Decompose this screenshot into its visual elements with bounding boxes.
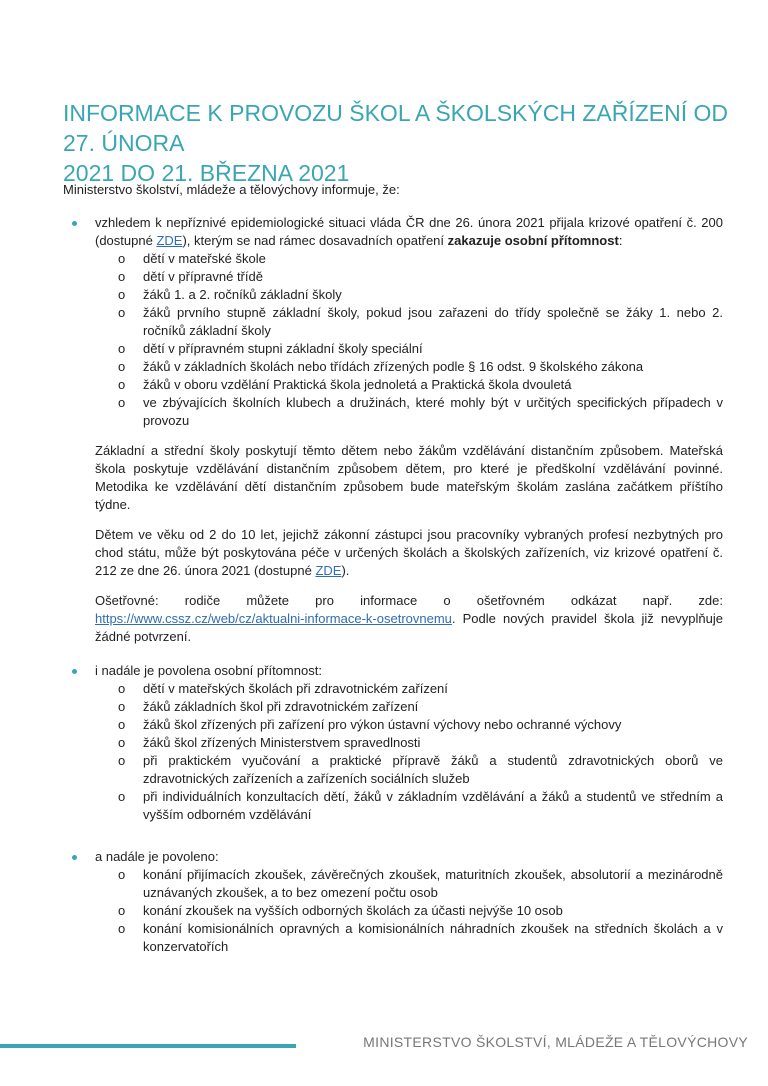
list-item xyxy=(95,340,723,358)
list-item xyxy=(95,358,723,376)
section-1-list xyxy=(95,250,723,430)
circle-bullet-icon: o xyxy=(118,395,126,410)
list-item-text: žáků prvního stupně základní školy, pokud jsou zařazeni do třídy společně se žáky 1. nebo 2. ročníků základní školy xyxy=(143,305,723,338)
list-item-text: dětí v přípravné třídě xyxy=(143,269,263,284)
list-item xyxy=(95,752,723,788)
page-title xyxy=(63,98,743,188)
bullet-dot xyxy=(72,855,77,860)
section-3-lead: a nadále je povoleno: xyxy=(95,849,219,864)
list-item xyxy=(95,788,723,824)
list-item xyxy=(95,902,723,920)
circle-bullet-icon: o xyxy=(118,359,126,374)
link-zde-2[interactable]: ZDE xyxy=(315,563,342,578)
list-item-text: ve zbývajících školních klubech a družinách, které mohly být v určitých specifických případech v provozu xyxy=(143,395,723,428)
circle-bullet-icon: o xyxy=(118,681,126,696)
paragraph-osetrovne xyxy=(63,592,723,646)
circle-bullet-icon: o xyxy=(118,341,126,356)
list-item xyxy=(95,376,723,394)
circle-bullet-icon: o xyxy=(118,287,126,302)
list-item-text: dětí v mateřské škole xyxy=(143,251,266,266)
circle-bullet-icon: o xyxy=(118,789,126,804)
circle-bullet-icon: o xyxy=(118,903,126,918)
list-item-text: žáků základních škol při zdravotnickém zařízení xyxy=(143,699,419,714)
list-item xyxy=(95,304,723,340)
bullet-dot xyxy=(72,221,77,226)
childcare-text-b: ). xyxy=(341,563,350,578)
bullet-section-3 xyxy=(63,848,723,956)
list-item-text: žáků v oboru vzdělání Praktická škola jednoletá a Praktická škola dvouletá xyxy=(143,377,572,392)
list-item-text: dětí v mateřských školách při zdravotnickém zařízení xyxy=(143,681,448,696)
list-item-text: při praktickém vyučování a praktické přípravě žáků a studentů zdravotnických oborů ve zdravotnických zařízeních a zařízeních sociálních služeb xyxy=(143,753,723,786)
list-item xyxy=(95,866,723,902)
osetrovne-text-a: Ošetřovné: rodiče můžete pro informace o ošetřovném odkázat např. zde: xyxy=(95,593,723,608)
section-3-list xyxy=(95,866,723,956)
list-item-text: konání zkoušek na vyšších odborných školách za účasti nejvýše 10 osob xyxy=(143,903,563,918)
section-2-lead: i nadále je povolena osobní přítomnost: xyxy=(95,663,322,678)
list-item-text: žáků 1. a 2. ročníků základní školy xyxy=(143,287,342,302)
circle-bullet-icon: o xyxy=(118,699,126,714)
circle-bullet-icon: o xyxy=(118,269,126,284)
list-item-text: dětí v přípravném stupni základní školy speciální xyxy=(143,341,423,356)
list-item-text: konání přijímacích zkoušek, závěrečných zkoušek, maturitních zkoušek, absolutorií a mezinárodně uznávaných zkoušek, a to bez omezení počtu osob xyxy=(143,867,723,900)
section-1-text-b: ), kterým se nad rámec dosavadních opatření xyxy=(182,233,448,248)
list-item-text: konání komisionálních opravných a komisionálních náhradních zkoušek na středních školách a v konzervatořích xyxy=(143,921,723,954)
circle-bullet-icon: o xyxy=(118,251,126,266)
circle-bullet-icon: o xyxy=(118,753,126,768)
list-item-text: žáků škol zřízených při zařízení pro výkon ústavní výchovy nebo ochranné výchovy xyxy=(143,717,622,732)
section-1-bold: zakazuje osobní přítomnost xyxy=(447,233,619,248)
bullet-dot xyxy=(72,669,77,674)
list-item-text: při individuálních konzultacích dětí, žáků v základním vzdělávání a žáků a studentů ve středním a vyšším odborném vzdělávání xyxy=(143,789,723,822)
title-line-2: 2021 DO 21. BŘEZNA 2021 xyxy=(63,160,350,186)
list-item xyxy=(95,716,723,734)
bullet-section-2 xyxy=(63,662,723,824)
circle-bullet-icon: o xyxy=(118,867,126,882)
section-1-lead xyxy=(95,214,723,250)
circle-bullet-icon: o xyxy=(118,717,126,732)
list-item xyxy=(95,268,723,286)
section-2-list xyxy=(95,680,723,824)
section-1-text-a: vzhledem k nepříznivé epidemiologické situaci vláda ČR dne 26. února 2021 přijala krizové opatření č. 200 (dostupné xyxy=(95,215,723,248)
footer-ministry-name: MINISTERSTVO ŠKOLSTVÍ, MLÁDEŽE A TĚLOVÝCHOVY xyxy=(363,1034,748,1050)
circle-bullet-icon: o xyxy=(118,377,126,392)
document-body xyxy=(63,214,723,956)
list-item xyxy=(95,394,723,430)
circle-bullet-icon: o xyxy=(118,305,126,320)
link-cssz[interactable]: https://www.cssz.cz/web/cz/aktualni-informace-k-osetrovnemu xyxy=(95,611,452,626)
list-item-text: žáků škol zřízených Ministerstvem spravedlnosti xyxy=(143,735,421,750)
bullet-section-1 xyxy=(63,214,723,430)
osetrovne-text-b: . Podle nových pravidel škola již nevyplňuje žádné potvrzení. xyxy=(95,611,723,644)
title-line-1: INFORMACE K PROVOZU ŠKOL A ŠKOLSKÝCH ZAŘÍZENÍ OD 27. ÚNORA xyxy=(63,100,729,156)
footer-accent-line xyxy=(0,1044,296,1048)
list-item xyxy=(95,734,723,752)
intro-text: Ministerstvo školství, mládeže a tělovýchovy informuje, že: xyxy=(63,182,400,197)
list-item xyxy=(95,920,723,956)
list-item xyxy=(95,680,723,698)
list-item xyxy=(95,698,723,716)
paragraph-childcare xyxy=(63,526,723,580)
circle-bullet-icon: o xyxy=(118,921,126,936)
paragraph-distance-learning: Základní a střední školy poskytují těmto dětem nebo žákům vzdělávání distančním způsobem. Mateřská škola poskytuje vzdělávání distančním způsobem dětem, pro které je předškolní vzdělávání povinné. Metodika ke vzdělávání dětí distančním způsobem bude mateřským školám zaslána začátkem příštího týdne. xyxy=(95,443,723,512)
circle-bullet-icon: o xyxy=(118,735,126,750)
list-item xyxy=(95,250,723,268)
list-item xyxy=(95,286,723,304)
section-1-text-c: : xyxy=(618,233,623,248)
list-item-text: žáků v základních školách nebo třídách zřízených podle § 16 odst. 9 školského zákona xyxy=(143,359,644,374)
link-zde-1[interactable]: ZDE xyxy=(156,233,183,248)
childcare-text-a: Dětem ve věku od 2 do 10 let, jejichž zákonní zástupci jsou pracovníky vybraných profesí nezbytných pro chod státu, může být poskytována péče v určených školách a školských zařízeních, viz krizové opatření č. 212 ze dne 26. února 2021 (dostupné xyxy=(95,527,723,578)
